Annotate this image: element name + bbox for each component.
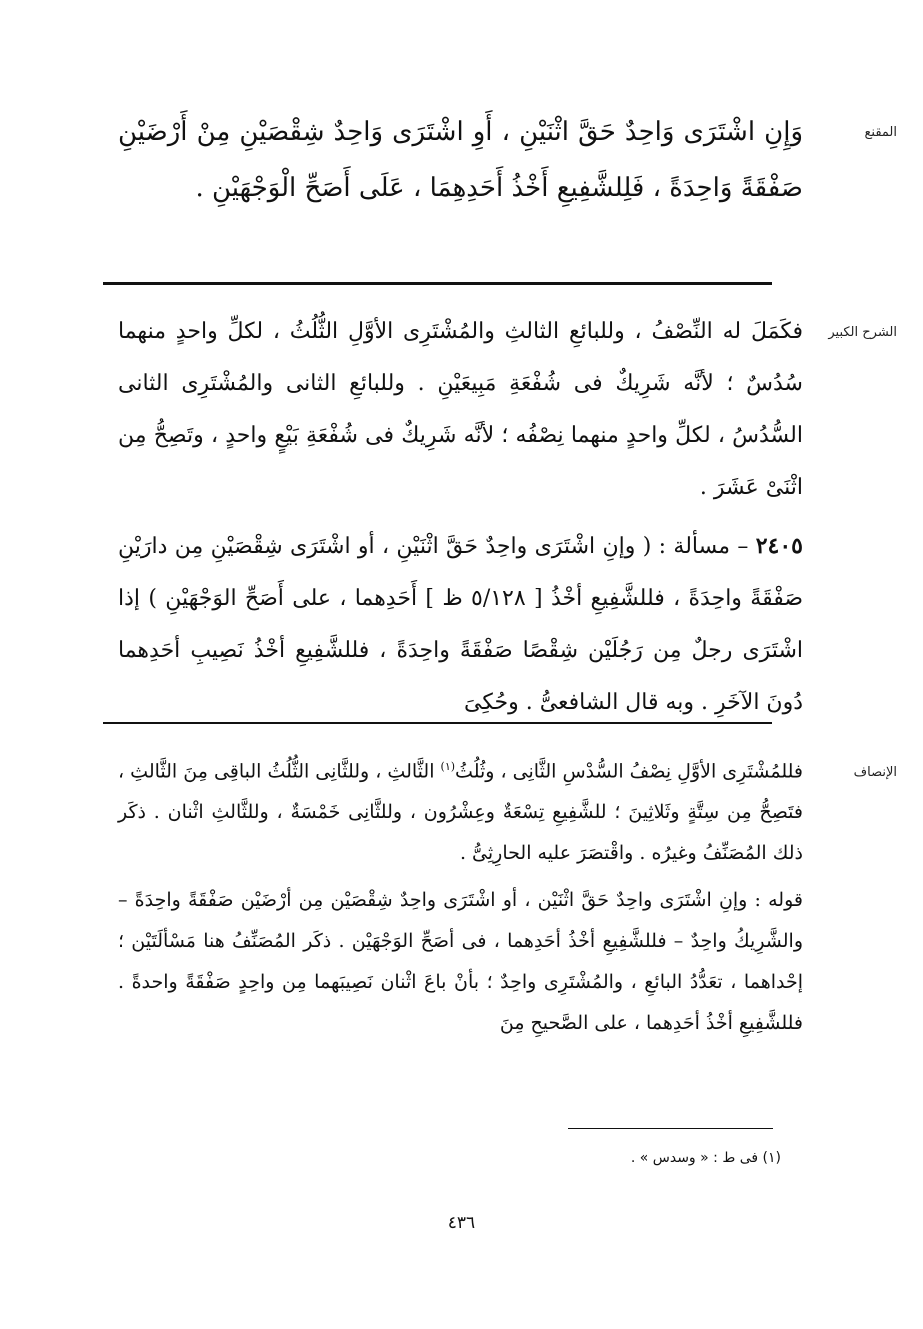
footnote-text: (١) فى ط : « وسدس » . — [630, 1150, 781, 1166]
insaf-paragraph-1-part-a: فللمُشْتَرِى الأوَّلِ نِصْفُ السُّدْسِ الثَّانِى ، وثُلُثُ — [455, 760, 803, 783]
sharh-label: الشرح الكبير — [828, 325, 897, 340]
insaf-label: الإنصاف — [853, 765, 897, 780]
insaf-paragraph-1-part-b: الثَّالثِ ، وللثَّانِى الثُّلُثُ الباقِى مِنَ الثَّالثِ ، فتَصِحُّ مِن سِتَّةٍ وثَلاثِينَ ؛ للشَّفِيعِ تِسْعَةٌ وعِشْرُون ، وللثَّانِى خَمْسَةٌ ، وللثَّالثِ اثْنان . ذكَر ذلك المُصَنِّفُ وغيرُه . واقْتصَرَ عليه الحارِثِىُّ . — [118, 760, 803, 865]
insaf-paragraph-2: قوله : وإنِ اشْتَرَى واحِدٌ حَقَّ اثْنَيْن ، أو اشْتَرَى واحِدٌ شِقْصَيْن مِن أرْضَيْن صَفْقَةً واحِدَةً – والشَّرِيكُ واحِدٌ – فللشَّفِيعِ أخْذُ أحَدِهما ، فى أصَحِّ الوَجْهَيْن . ذكَر المُصَنِّفُ هنا مَسْألَتَيْن ؛ إحْداهما ، تعَدُّدُ البائعِ ، والمُشْتَرِى واحِدٌ ؛ بأنْ باعَ اثْنان نَصِيبَهما مِن واحِدٍ صَفْقَةً واحدةً . فللشَّفِيعِ أخْذُ أحَدِهما ، على الصَّحيحِ مِنَ — [118, 889, 803, 1035]
footnote-reference: (١) — [440, 760, 456, 773]
sharh-paragraph-2-text: – مسألة : ( وإنِ اشْتَرَى واحِدٌ حَقَّ اثْنَيْنِ ، أو اشْتَرَى شِقْصَيْنِ مِن دارَيْنِ صَفْقَةً واحِدَةً ، فللشَّفِيعِ أخْذُ [ ٥/١٢٨ ظ ] أَحَدِهما ، على أَصَحِّ الوَجْهَيْنِ ) إذا اشْتَرَى رجلٌ مِن رَجُلَيْن شِقْصًا صَفْقَةً واحِدَةً ، فللشَّفِيعِ أخْذُ نَصِيبِ أحَدِهما دُونَ الآخَرِ . وبه قال الشافعىُّ . وحُكِىَ — [118, 534, 804, 715]
muqni-text: وَإِنِ اشْتَرَى وَاحِدٌ حَقَّ اثْنَيْنِ ، أَوِ اشْتَرَى وَاحِدٌ شِقْصَيْنِ مِنْ أَرْضَيْنِ صَفْقَةً وَاحِدَةً ، فَلِلشَّفِيعِ أَخْذُ أَحَدِهِمَا ، عَلَى أَصَحِّ الْوَجْهَيْنِ . — [118, 117, 803, 203]
sharh-paragraph-1: فكَمَلَ له النِّصْفُ ، وللبائعِ الثالثِ والمُشْتَرِى الأوَّلِ الثُّلُثُ ، لكلِّ واحدٍ منهما سُدُسٌ ؛ لأنَّه شَرِيكٌ فى شُفْعَةِ مَبِيعَيْنِ . وللبائعِ الثانى والمُشْتَرِى الثانى السُّدُسُ ، لكلِّ واحدٍ منهما نِصْفُه ؛ لأنَّه شَرِيكٌ فى شُفْعَةِ بَيْعٍ واحدٍ ، وتَصِحُّ مِن اثْنَىْ عَشَرَ . — [118, 319, 803, 500]
muqni-label: المقنع — [864, 125, 897, 140]
insaf-paragraph-1 — [118, 746, 803, 874]
insaf-text-column — [118, 746, 803, 1044]
page-number: ٤٣٦ — [447, 1213, 476, 1233]
footnote-divider — [568, 1128, 773, 1129]
issue-number: ٢٤٠٥ — [755, 533, 803, 559]
